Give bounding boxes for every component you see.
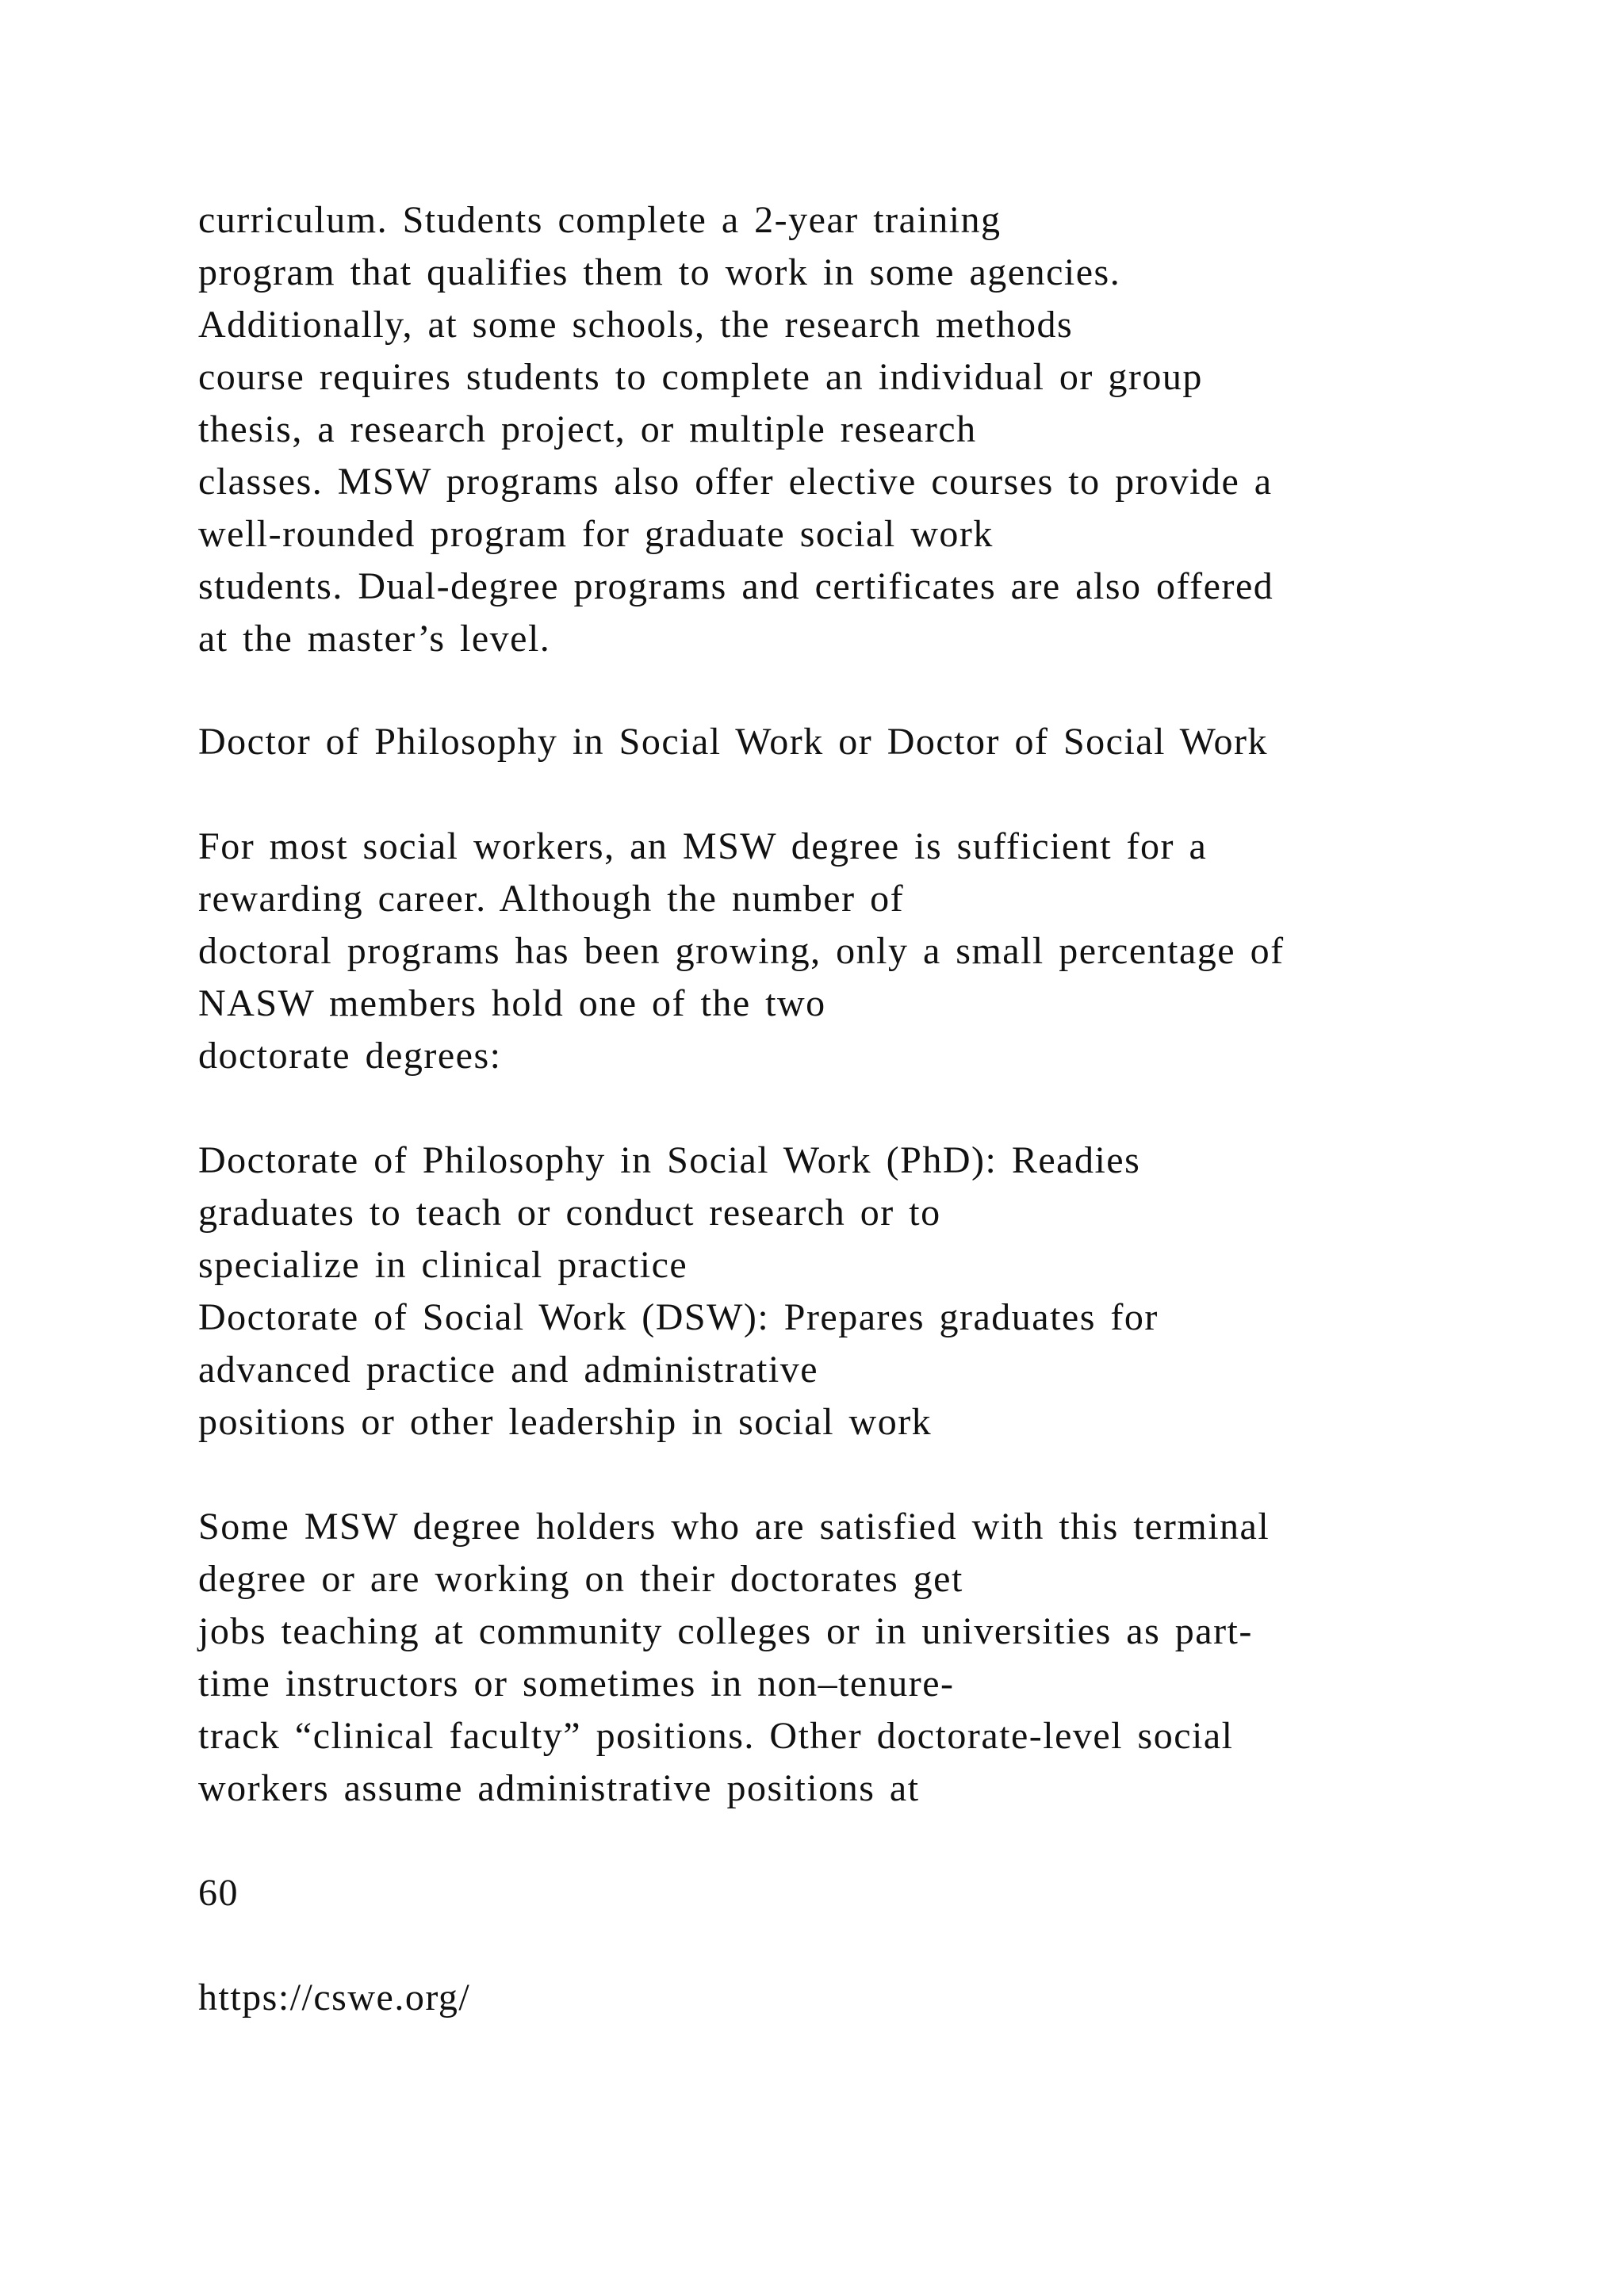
page-number: 60 xyxy=(198,1872,239,1914)
paragraph-2-line-1: For most social workers, an MSW degree is sufficient for a xyxy=(198,825,1208,867)
footer-url: https://cswe.org/ xyxy=(198,1976,471,2019)
section-heading: Doctor of Philosophy in Social Work or Doctor of Social Work xyxy=(198,721,1269,763)
paragraph-3-line-4: Doctorate of Social Work (DSW): Prepares graduates for xyxy=(198,1296,1159,1338)
paragraph-1-line-6: classes. MSW programs also offer elective courses to provide a xyxy=(198,461,1273,503)
paragraph-3-line-2: graduates to teach or conduct research or to xyxy=(198,1192,941,1234)
paragraph-1-line-4: course requires students to complete an individual or group xyxy=(198,356,1203,398)
paragraph-4-line-5: track “clinical faculty” positions. Other doctorate-level social xyxy=(198,1715,1234,1757)
paragraph-2-line-3: doctoral programs has been growing, only a small percentage of xyxy=(198,930,1285,972)
paragraph-1-line-2: program that qualifies them to work in some agencies. xyxy=(198,251,1121,293)
paragraph-2-line-4: NASW members hold one of the two xyxy=(198,982,826,1024)
paragraph-4-line-1: Some MSW degree holders who are satisfied with this terminal xyxy=(198,1506,1270,1548)
paragraph-1-line-7: well-rounded program for graduate social work xyxy=(198,513,994,555)
paragraph-1-line-9: at the master’s level. xyxy=(198,618,551,660)
paragraph-4-line-6: workers assume administrative positions at xyxy=(198,1767,920,1809)
paragraph-3-line-3: specialize in clinical practice xyxy=(198,1244,688,1286)
paragraph-1-line-8: students. Dual-degree programs and certificates are also offered xyxy=(198,565,1274,607)
paragraph-1-line-5: thesis, a research project, or multiple research xyxy=(198,408,977,450)
paragraph-3-line-1: Doctorate of Philosophy in Social Work (PhD): Readies xyxy=(198,1139,1141,1181)
paragraph-4-line-2: degree or are working on their doctorates get xyxy=(198,1558,963,1600)
paragraph-3-line-6: positions or other leadership in social work xyxy=(198,1401,933,1443)
paragraph-2-line-5: doctorate degrees: xyxy=(198,1035,502,1077)
paragraph-1-line-3: Additionally, at some schools, the research methods xyxy=(198,304,1074,346)
paragraph-3-line-5: advanced practice and administrative xyxy=(198,1349,818,1391)
paragraph-4-line-4: time instructors or sometimes in non–tenure- xyxy=(198,1663,955,1705)
paragraph-2-line-2: rewarding career. Although the number of xyxy=(198,878,905,920)
paragraph-4-line-3: jobs teaching at community colleges or in universities as part- xyxy=(198,1610,1253,1652)
paragraph-1-line-1: curriculum. Students complete a 2-year training xyxy=(198,199,1002,241)
